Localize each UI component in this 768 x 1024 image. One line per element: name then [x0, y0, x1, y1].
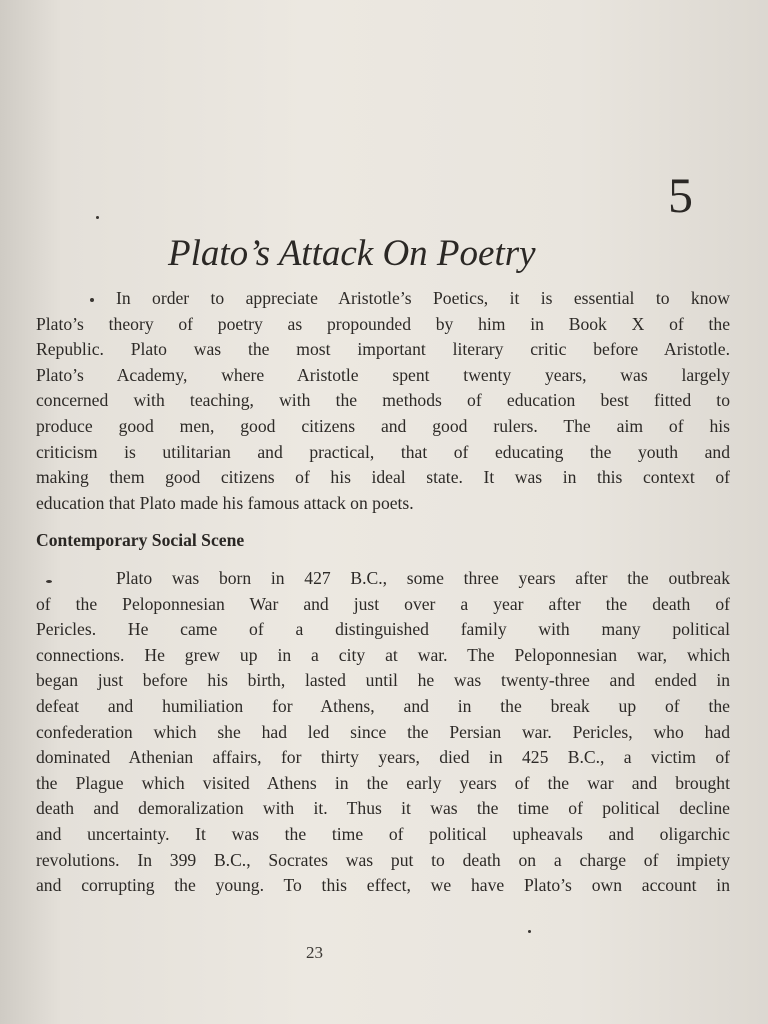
section-heading: Contemporary Social Scene [36, 530, 245, 550]
paragraph-line: dominated Athenian affairs, for thirty years, died in 425 B.C., a victim of [36, 747, 730, 768]
paragraph-line: and corrupting the young. To this effect, we have Plato’s own account in [36, 875, 730, 896]
paper-speck [528, 930, 531, 933]
chapter-title: Plato’s Attack On Poetry [168, 233, 536, 274]
paragraph-line: confederation which she had led since the Persian war. Pericles, who had [36, 721, 730, 742]
paragraph-line: criticism is utilitarian and practical, that of educating the youth and [36, 441, 730, 462]
paragraph-line: Plato was born in 427 B.C., some three years after the outbreak [116, 568, 730, 588]
chapter-number: 5 [668, 167, 693, 223]
paragraph-line: began just before his birth, lasted until he was twenty-three and ended in [36, 670, 730, 691]
page-number: 23 [306, 943, 323, 962]
paragraph-line: the Plague which visited Athens in the early years of the war and brought [36, 772, 730, 793]
section-paragraph [36, 566, 730, 899]
paragraph-line: In order to appreciate Aristotle’s Poetics, it is essential to know [116, 288, 730, 308]
paper-speck [46, 580, 52, 583]
paragraph-line: of the Peloponnesian War and just over a year after the death of [36, 593, 730, 614]
paragraph-line: Plato’s Academy, where Aristotle spent twenty years, was largely [36, 364, 730, 385]
paragraph-line: death and demoralization with it. Thus it was the time of political decline [36, 798, 730, 819]
paragraph-line: education that Plato made his famous attack on poets. [36, 492, 414, 513]
paragraph-line: produce good men, good citizens and good rulers. The aim of his [36, 415, 730, 436]
paragraph-line: connections. He grew up in a city at war. The Peloponnesian war, which [36, 644, 730, 665]
paragraph-line: concerned with teaching, with the methods of education best fitted to [36, 390, 730, 411]
paragraph-line: making them good citizens of his ideal state. It was in this context of [36, 467, 730, 488]
paragraph-line: Pericles. He came of a distinguished family with many political [36, 619, 730, 640]
intro-paragraph [36, 286, 730, 516]
paragraph-line: defeat and humiliation for Athens, and in the break up of the [36, 695, 730, 716]
paragraph-line: Plato’s theory of poetry as propounded by him in Book X of the [36, 313, 730, 334]
paragraph-line: Republic. Plato was the most important literary critic before Aristotle. [36, 339, 730, 360]
paper-speck [90, 298, 94, 302]
paragraph-line: revolutions. In 399 B.C., Socrates was put to death on a charge of impiety [36, 849, 730, 870]
paper-speck [96, 216, 99, 219]
paragraph-line: and uncertainty. It was the time of political upheavals and oligarchic [36, 823, 730, 844]
